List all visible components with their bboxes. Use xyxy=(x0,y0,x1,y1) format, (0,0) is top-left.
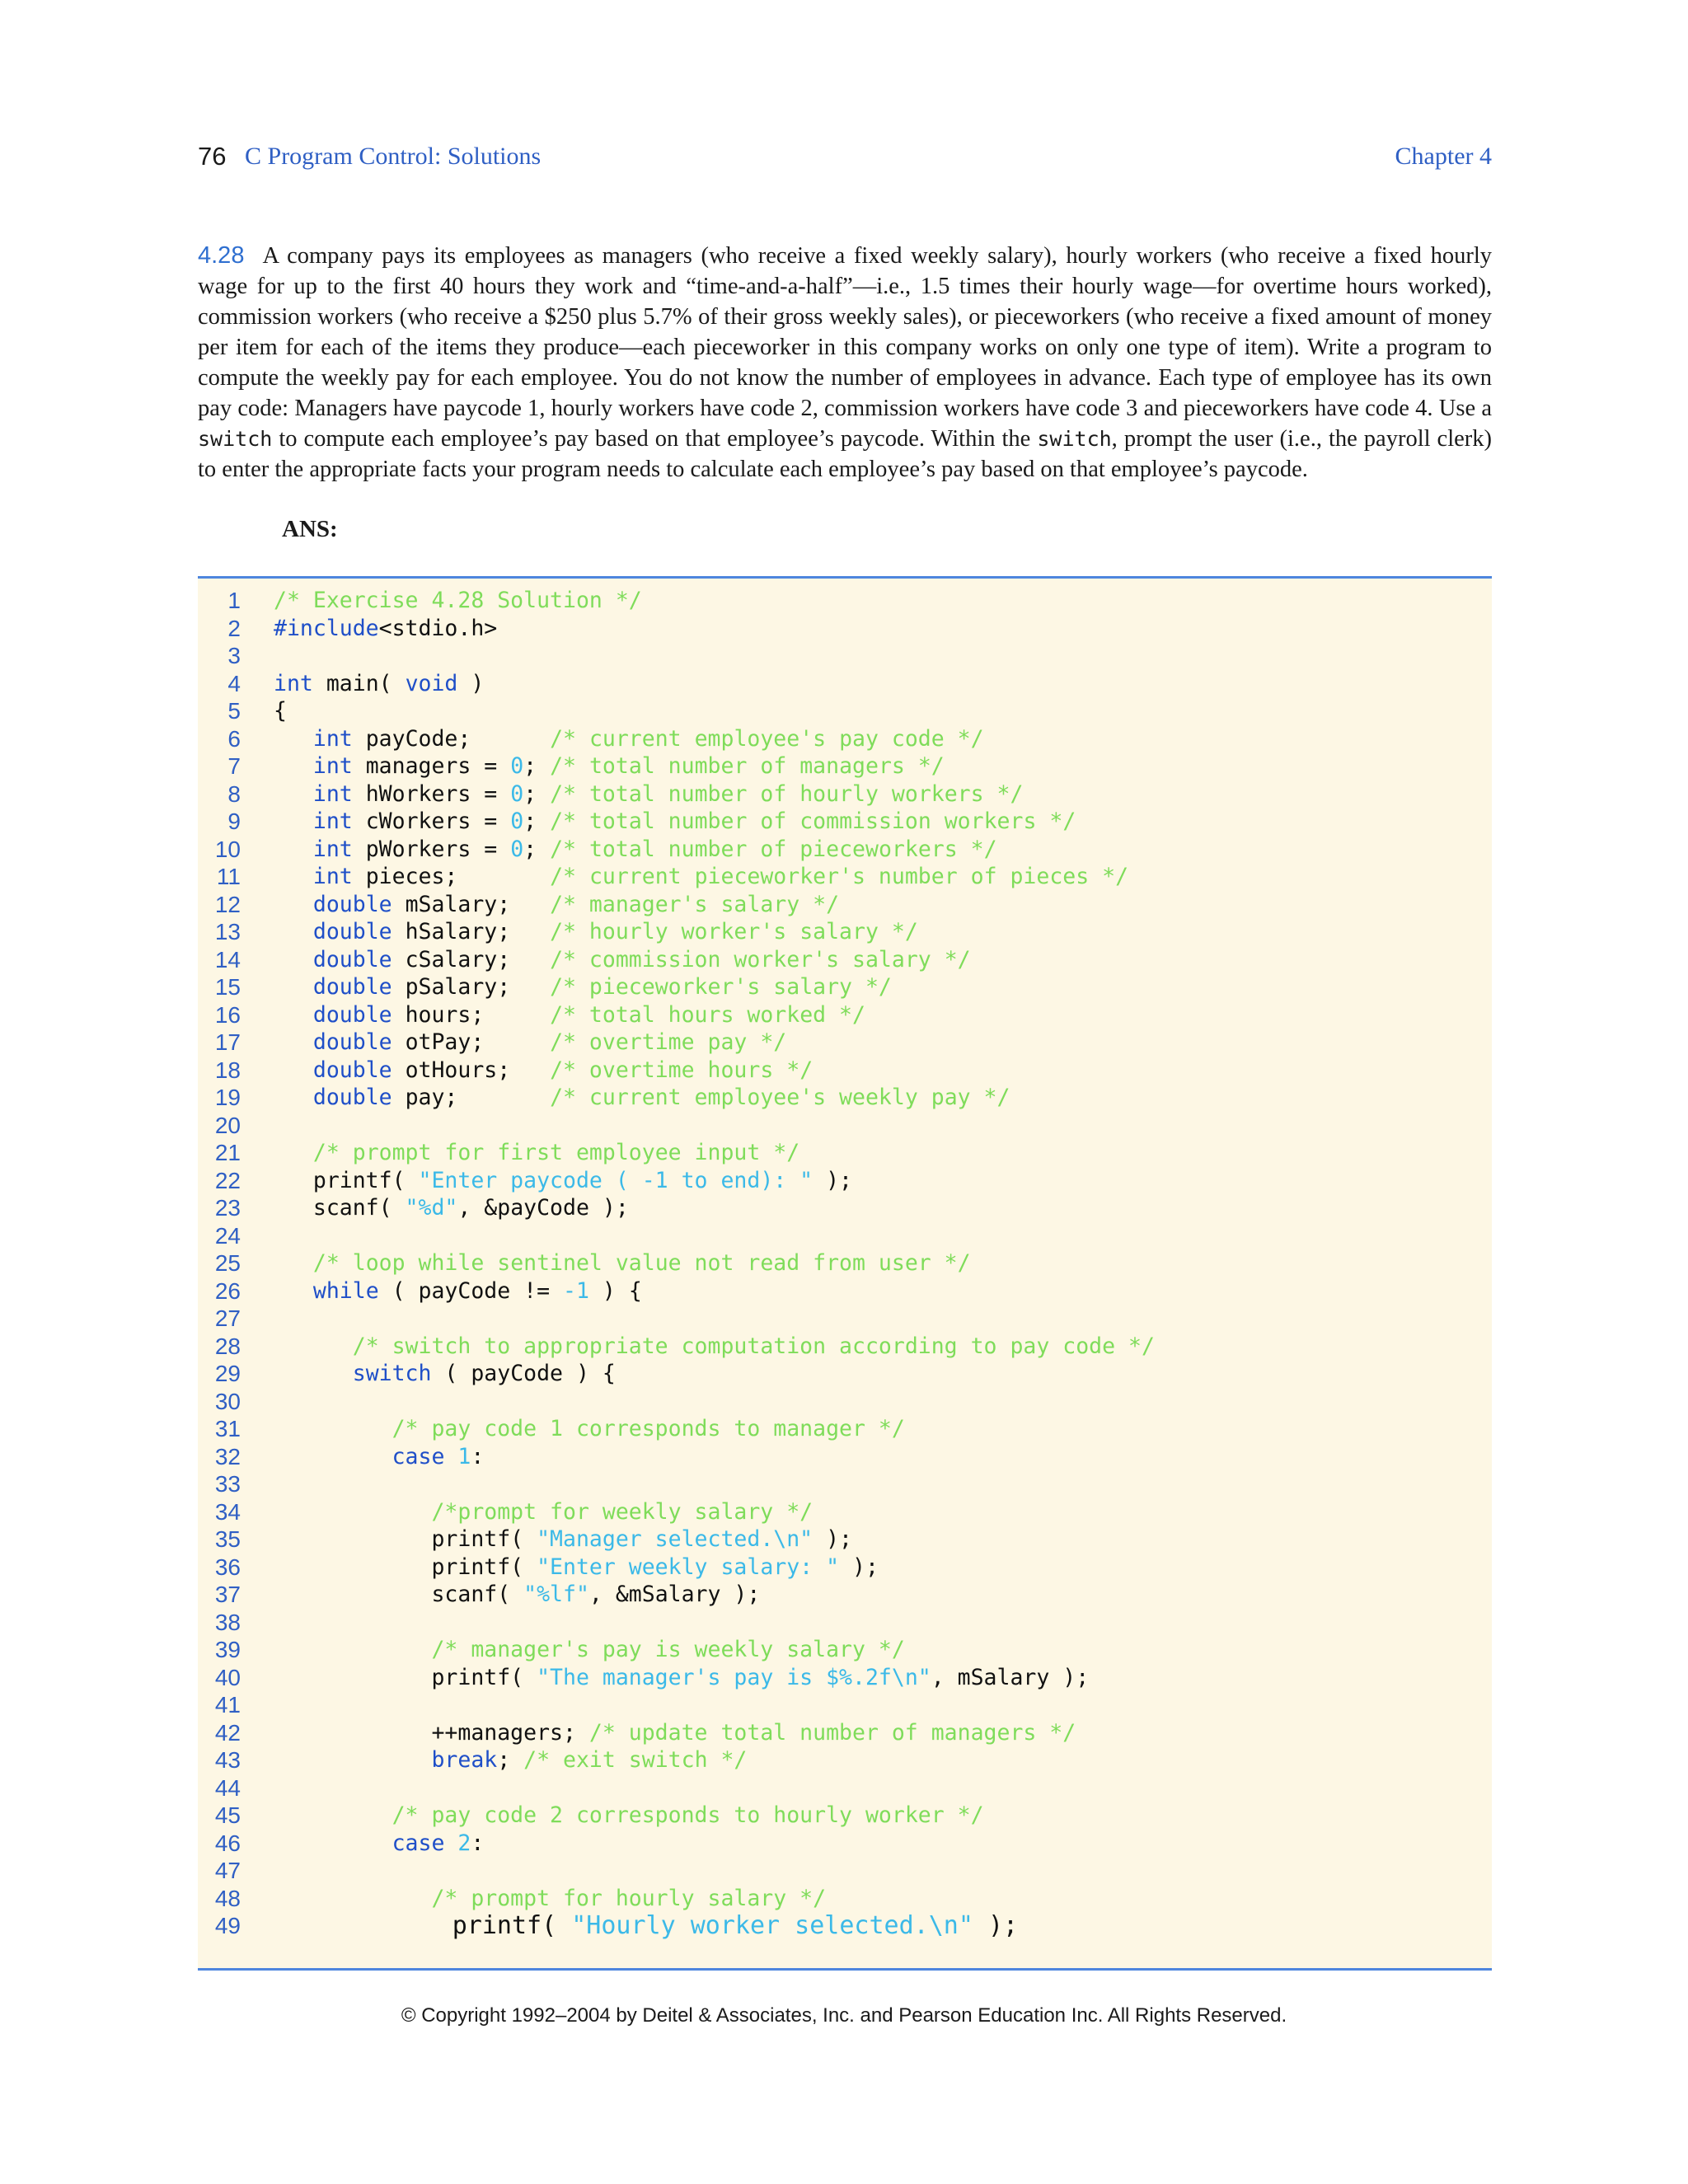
code-text: ; xyxy=(523,836,551,862)
code-text xyxy=(274,1194,629,1222)
code-text xyxy=(274,1830,484,1858)
code-text xyxy=(274,1333,353,1359)
code-text xyxy=(274,1581,760,1609)
line-number: 1 xyxy=(227,588,241,613)
code-line xyxy=(198,1001,1492,1029)
code-comment: /* manager's pay is weekly salary */ xyxy=(431,1637,905,1662)
code-comment: /* pay code 2 corresponds to hourly worker */ xyxy=(392,1802,984,1828)
code-text xyxy=(274,919,313,944)
code-text: ( payCode != xyxy=(378,1277,564,1304)
code-text xyxy=(274,1057,813,1085)
line-number: 48 xyxy=(214,1885,241,1911)
code-comment: /* prompt for hourly salary */ xyxy=(431,1885,827,1911)
line-number: 45 xyxy=(214,1802,241,1828)
code-line xyxy=(198,1912,1492,1940)
exercise-number: 4.28 xyxy=(198,242,245,269)
code-comment: /* total number of hourly workers */ xyxy=(550,780,1024,807)
line-number: 33 xyxy=(214,1471,241,1497)
code-text: hSalary; xyxy=(392,919,551,944)
code-keyword: double xyxy=(312,1057,392,1083)
code-line xyxy=(198,946,1492,974)
code-line xyxy=(198,1470,1492,1498)
code-text: pSalary; xyxy=(392,974,551,1000)
code-text xyxy=(274,837,313,862)
code-text xyxy=(274,1001,865,1029)
exercise-text: to compute each employee’s pay based on that employee’s paycode. Within the xyxy=(272,426,1038,452)
code-keyword: while xyxy=(312,1277,379,1304)
code-number: -1 xyxy=(563,1277,589,1304)
code-text xyxy=(274,1637,431,1662)
code-line xyxy=(198,1388,1492,1416)
line-number: 19 xyxy=(214,1085,241,1110)
code-text: ( payCode ) { xyxy=(431,1361,616,1386)
line-number: 35 xyxy=(214,1526,241,1552)
code-text xyxy=(274,1912,1018,1940)
code-line xyxy=(198,780,1492,808)
code-comment: /* exit switch */ xyxy=(523,1747,748,1773)
line-number: 10 xyxy=(214,836,241,862)
code-text xyxy=(274,1139,799,1167)
line-number: 18 xyxy=(214,1057,241,1083)
line-number: 15 xyxy=(214,974,241,1000)
exercise-text: , prompt the user (i.e., the payroll clerk) to enter the appropriate facts your program needs to calculate each employee’s pay based on that employee’s paycode. xyxy=(198,426,1492,482)
chapter-label: Chapter 4 xyxy=(1395,143,1492,170)
code-text: , &payCode ); xyxy=(457,1195,629,1221)
code-keyword: int xyxy=(312,864,353,889)
code-text xyxy=(274,891,839,919)
code-line xyxy=(198,587,1492,615)
code-text xyxy=(274,1443,484,1471)
line-number: 37 xyxy=(214,1582,241,1607)
code-comment: /* pieceworker's salary */ xyxy=(550,974,892,1000)
line-number: 42 xyxy=(214,1719,241,1746)
code-line xyxy=(198,1277,1492,1305)
line-number: 23 xyxy=(214,1195,241,1221)
code-listing xyxy=(198,576,1492,1971)
code-text xyxy=(274,1057,313,1083)
code-text: { xyxy=(274,698,287,724)
code-comment: /* overtime pay */ xyxy=(550,1029,787,1055)
code-line xyxy=(198,1333,1492,1361)
code-text xyxy=(274,1029,786,1057)
code-text xyxy=(274,1029,313,1055)
code-text xyxy=(274,1526,852,1554)
code-line xyxy=(198,1415,1492,1443)
code-line xyxy=(198,1719,1492,1747)
code-line xyxy=(198,725,1492,753)
code-text xyxy=(274,1747,431,1773)
code-line xyxy=(198,1609,1492,1637)
line-number: 29 xyxy=(214,1361,241,1386)
code-comment: /* Exercise 4.28 Solution */ xyxy=(274,588,642,613)
line-number: 8 xyxy=(227,780,241,807)
code-text xyxy=(274,946,971,974)
code-line xyxy=(198,1746,1492,1774)
line-number: 49 xyxy=(214,1913,241,1938)
code-text xyxy=(274,1167,852,1195)
line-number: 41 xyxy=(214,1692,241,1718)
code-number: 0 xyxy=(510,753,524,779)
code-text xyxy=(274,781,313,807)
line-number: 34 xyxy=(214,1498,241,1525)
code-number: 2 xyxy=(457,1830,471,1856)
code-text: pWorkers = xyxy=(352,836,511,862)
code-comment: /* current employee's pay code */ xyxy=(550,725,984,752)
code-text: scanf( xyxy=(274,1582,524,1607)
code-line xyxy=(198,1360,1492,1388)
line-number: 32 xyxy=(214,1443,241,1469)
line-number: 25 xyxy=(214,1250,241,1276)
code-text xyxy=(274,725,984,753)
code-text xyxy=(274,1719,1076,1747)
code-text xyxy=(274,587,642,615)
code-line xyxy=(198,1057,1492,1085)
code-preprocessor: #include xyxy=(274,615,379,641)
code-text xyxy=(274,947,313,972)
code-text xyxy=(274,808,313,834)
line-number: 43 xyxy=(214,1747,241,1773)
code-text xyxy=(274,1360,616,1388)
code-text xyxy=(274,863,1128,891)
code-text: cSalary; xyxy=(392,946,551,972)
code-keyword: double xyxy=(312,946,392,972)
code-text xyxy=(274,615,497,643)
code-line xyxy=(198,1691,1492,1719)
code-text: hours; xyxy=(392,1001,551,1028)
code-text xyxy=(274,1416,392,1441)
code-text xyxy=(274,1746,747,1774)
code-comment: /* manager's salary */ xyxy=(550,891,840,917)
inline-code: switch xyxy=(198,427,273,451)
code-keyword: int xyxy=(312,808,353,834)
exercise-text: A company pays its employees as managers (who receive a fixed weekly salary), hourly workers (who receive a fixed hourly wage for up to the first 40 hours they work and “time-and-a-half”—i.e., 1.5 times their hourly wage—for overtime hours worked), commission workers (who receive a $250 plus 5.7% of their gross weekly sales), or pieceworkers (who receive a fixed amount of money per item for each of the items they produce—each pieceworker in this company works on only one type of item). Write a program to compute the weekly pay for each employee. You do not know the number of employees in advance. Each type of employee has its own pay code: Managers have paycode 1, hourly workers have code 2, commission workers have code 3 and pieceworkers have code 4. Use a xyxy=(198,243,1492,421)
code-line xyxy=(198,808,1492,836)
code-line xyxy=(198,1802,1492,1830)
code-line xyxy=(198,1554,1492,1582)
code-text xyxy=(274,780,1023,808)
code-text xyxy=(274,1085,313,1110)
code-line xyxy=(198,1498,1492,1526)
line-number: 5 xyxy=(227,698,241,724)
line-number: 47 xyxy=(214,1858,241,1883)
code-keyword: int xyxy=(312,725,353,752)
code-text: printf( xyxy=(274,1167,419,1193)
code-text xyxy=(274,1333,1155,1361)
code-comment: /* total number of commission workers */ xyxy=(550,808,1076,834)
code-text xyxy=(274,753,313,779)
code-text: ++managers; xyxy=(274,1719,589,1746)
code-text xyxy=(274,1554,879,1582)
code-comment: /* current pieceworker's number of pieces */ xyxy=(550,864,1129,889)
copyright-footer: © Copyright 1992–2004 by Deitel & Associates, Inc. and Pearson Education Inc. All Rights Reserved. xyxy=(401,2004,1287,2027)
code-text xyxy=(274,1886,431,1911)
code-text: scanf( xyxy=(274,1195,406,1221)
code-text xyxy=(274,1361,353,1386)
code-text xyxy=(274,1802,392,1828)
code-string: "%lf" xyxy=(523,1582,589,1607)
line-number: 46 xyxy=(214,1830,241,1856)
code-comment: /* switch to appropriate computation according to pay code */ xyxy=(352,1333,1155,1359)
code-text xyxy=(274,1499,431,1525)
code-text: otPay; xyxy=(392,1029,551,1055)
code-text: managers = xyxy=(352,753,511,779)
code-text xyxy=(274,1664,1089,1692)
code-line xyxy=(198,836,1492,864)
code-string: "Hourly worker selected.\n" xyxy=(571,1911,973,1940)
code-keyword: double xyxy=(312,1029,392,1055)
code-line xyxy=(198,697,1492,725)
code-text xyxy=(274,973,892,1001)
line-number: 28 xyxy=(214,1333,241,1359)
code-text xyxy=(444,1444,457,1469)
line-number: 20 xyxy=(214,1112,241,1138)
code-number: 0 xyxy=(510,780,524,807)
code-string: "Manager selected.\n" xyxy=(537,1526,814,1552)
code-line xyxy=(198,1664,1492,1692)
code-text xyxy=(274,836,997,864)
code-line xyxy=(198,1774,1492,1802)
code-line xyxy=(198,1305,1492,1333)
code-text: printf( xyxy=(274,1911,572,1940)
code-text xyxy=(274,918,918,946)
line-number: 40 xyxy=(214,1664,241,1690)
code-keyword: break xyxy=(431,1747,498,1773)
code-text: main( xyxy=(312,670,406,696)
code-text: , mSalary ); xyxy=(931,1664,1090,1690)
code-text: hWorkers = xyxy=(352,780,511,807)
line-number: 16 xyxy=(214,1001,241,1028)
code-keyword: int xyxy=(274,670,313,696)
code-line xyxy=(198,918,1492,946)
code-text xyxy=(274,1885,826,1913)
code-text xyxy=(274,1002,313,1028)
line-number: 44 xyxy=(214,1774,241,1801)
code-line xyxy=(198,973,1492,1001)
line-number: 7 xyxy=(227,753,241,779)
code-line xyxy=(198,891,1492,919)
code-text xyxy=(274,1636,905,1664)
code-text: ; xyxy=(497,1747,524,1773)
code-line xyxy=(198,752,1492,780)
code-text xyxy=(274,670,484,698)
code-line xyxy=(198,863,1492,891)
code-string: "The manager's pay is $%.2f\n" xyxy=(537,1664,931,1690)
code-line xyxy=(198,1581,1492,1609)
code-number: 1 xyxy=(457,1443,471,1469)
line-number: 3 xyxy=(227,643,241,668)
code-text: ) { xyxy=(588,1277,642,1304)
code-text xyxy=(274,1444,392,1469)
code-line xyxy=(198,1857,1492,1885)
code-line xyxy=(198,1029,1492,1057)
code-text: ; xyxy=(523,780,551,807)
code-text xyxy=(274,1830,392,1856)
code-line xyxy=(198,1084,1492,1112)
code-text xyxy=(274,864,313,889)
code-text xyxy=(274,974,313,1000)
line-number: 27 xyxy=(214,1305,241,1331)
code-comment: /* update total number of managers */ xyxy=(588,1719,1076,1746)
code-line xyxy=(198,1885,1492,1913)
line-number: 13 xyxy=(214,919,241,944)
running-title: C Program Control: Solutions xyxy=(245,143,542,170)
code-keyword: void xyxy=(405,670,458,696)
code-comment: /* commission worker's salary */ xyxy=(550,946,971,972)
code-line xyxy=(198,615,1492,643)
code-text xyxy=(274,808,1076,836)
code-line xyxy=(198,1194,1492,1222)
line-number: 17 xyxy=(214,1029,241,1055)
line-number: 4 xyxy=(227,670,241,696)
code-keyword: switch xyxy=(352,1361,432,1386)
code-text: mSalary; xyxy=(392,891,551,917)
code-text: pay; xyxy=(392,1085,551,1110)
exercise-statement xyxy=(198,241,1492,485)
inline-code: switch xyxy=(1037,427,1112,451)
code-comment: /* pay code 1 corresponds to manager */ xyxy=(392,1416,905,1441)
code-text xyxy=(274,726,313,752)
page-header xyxy=(198,138,1492,178)
code-line xyxy=(198,1443,1492,1471)
code-text: ; xyxy=(523,753,551,779)
code-text: printf( xyxy=(274,1664,537,1690)
code-comment: /* loop while sentinel value not read from user */ xyxy=(312,1250,971,1276)
code-comment: /* hourly worker's salary */ xyxy=(550,919,918,944)
line-number: 11 xyxy=(216,864,241,889)
code-text xyxy=(274,1250,313,1276)
code-line xyxy=(198,1830,1492,1858)
code-text xyxy=(274,1140,313,1165)
code-line xyxy=(198,1112,1492,1140)
line-number: 30 xyxy=(214,1388,241,1414)
code-keyword: double xyxy=(312,919,392,944)
code-number: 0 xyxy=(510,808,524,834)
line-number: 21 xyxy=(214,1140,241,1165)
code-line xyxy=(198,670,1492,698)
code-comment: /* total hours worked */ xyxy=(550,1001,865,1028)
page-number: 76 xyxy=(198,142,227,171)
code-text xyxy=(274,1249,971,1277)
code-text xyxy=(274,892,313,917)
code-text: pieces; xyxy=(352,864,551,889)
code-line xyxy=(198,1167,1492,1195)
code-comment: /* current employee's weekly pay */ xyxy=(550,1085,1010,1110)
line-number: 2 xyxy=(227,615,241,641)
code-text: , &mSalary ); xyxy=(588,1582,761,1607)
code-text: payCode; xyxy=(352,725,551,752)
code-line xyxy=(198,1139,1492,1167)
code-keyword: int xyxy=(312,753,353,779)
code-text: <stdio.h> xyxy=(378,615,498,641)
code-string: "Enter weekly salary: " xyxy=(537,1554,840,1580)
line-number: 38 xyxy=(214,1609,241,1635)
code-text: printf( xyxy=(274,1554,537,1580)
code-text xyxy=(274,752,945,780)
code-text xyxy=(274,697,287,725)
code-text: ) xyxy=(457,670,485,696)
line-number: 24 xyxy=(214,1222,241,1249)
code-string: "Enter paycode ( -1 to end): " xyxy=(418,1167,814,1193)
code-text: cWorkers = xyxy=(352,808,511,834)
line-number: 26 xyxy=(214,1277,241,1304)
code-line xyxy=(198,1222,1492,1250)
code-comment: /*prompt for weekly salary */ xyxy=(431,1498,814,1525)
code-comment: /* prompt for first employee input */ xyxy=(312,1140,800,1165)
code-line xyxy=(198,1249,1492,1277)
line-number: 14 xyxy=(214,946,241,972)
code-text: ); xyxy=(813,1167,853,1193)
code-line xyxy=(198,1636,1492,1664)
code-keyword: case xyxy=(392,1830,445,1856)
code-keyword: double xyxy=(312,974,392,1000)
code-comment: /* overtime hours */ xyxy=(550,1057,814,1083)
line-number: 31 xyxy=(214,1416,241,1441)
code-keyword: int xyxy=(312,780,353,807)
code-text: : xyxy=(471,1443,485,1469)
line-number: 22 xyxy=(214,1167,241,1193)
code-comment: /* total number of managers */ xyxy=(550,753,945,779)
line-number: 36 xyxy=(214,1554,241,1580)
code-text: : xyxy=(471,1830,485,1856)
line-number: 39 xyxy=(214,1637,241,1662)
code-keyword: double xyxy=(312,1001,392,1028)
code-keyword: double xyxy=(312,1085,392,1110)
code-text: otHours; xyxy=(392,1057,551,1083)
line-number: 6 xyxy=(227,725,241,752)
code-text: ); xyxy=(973,1911,1019,1940)
code-text xyxy=(274,1278,313,1304)
code-text: printf( xyxy=(274,1526,537,1552)
code-text xyxy=(274,1498,813,1526)
code-keyword: case xyxy=(392,1443,445,1469)
code-text: ); xyxy=(839,1554,879,1580)
code-text xyxy=(274,1415,905,1443)
code-text: ); xyxy=(813,1526,853,1552)
code-text xyxy=(444,1830,457,1856)
code-comment: /* total number of pieceworkers */ xyxy=(550,836,997,862)
code-text: ; xyxy=(523,808,551,834)
answer-label: ANS: xyxy=(282,516,338,542)
code-line xyxy=(198,1526,1492,1554)
line-number: 9 xyxy=(227,808,241,834)
code-text xyxy=(274,1802,984,1830)
code-number: 0 xyxy=(510,836,524,862)
code-line xyxy=(198,642,1492,670)
code-string: "%d" xyxy=(405,1195,458,1221)
line-number: 12 xyxy=(214,891,241,917)
code-keyword: int xyxy=(312,836,353,862)
code-text xyxy=(274,1084,1010,1112)
code-keyword: double xyxy=(312,891,392,917)
code-text xyxy=(274,1277,642,1305)
